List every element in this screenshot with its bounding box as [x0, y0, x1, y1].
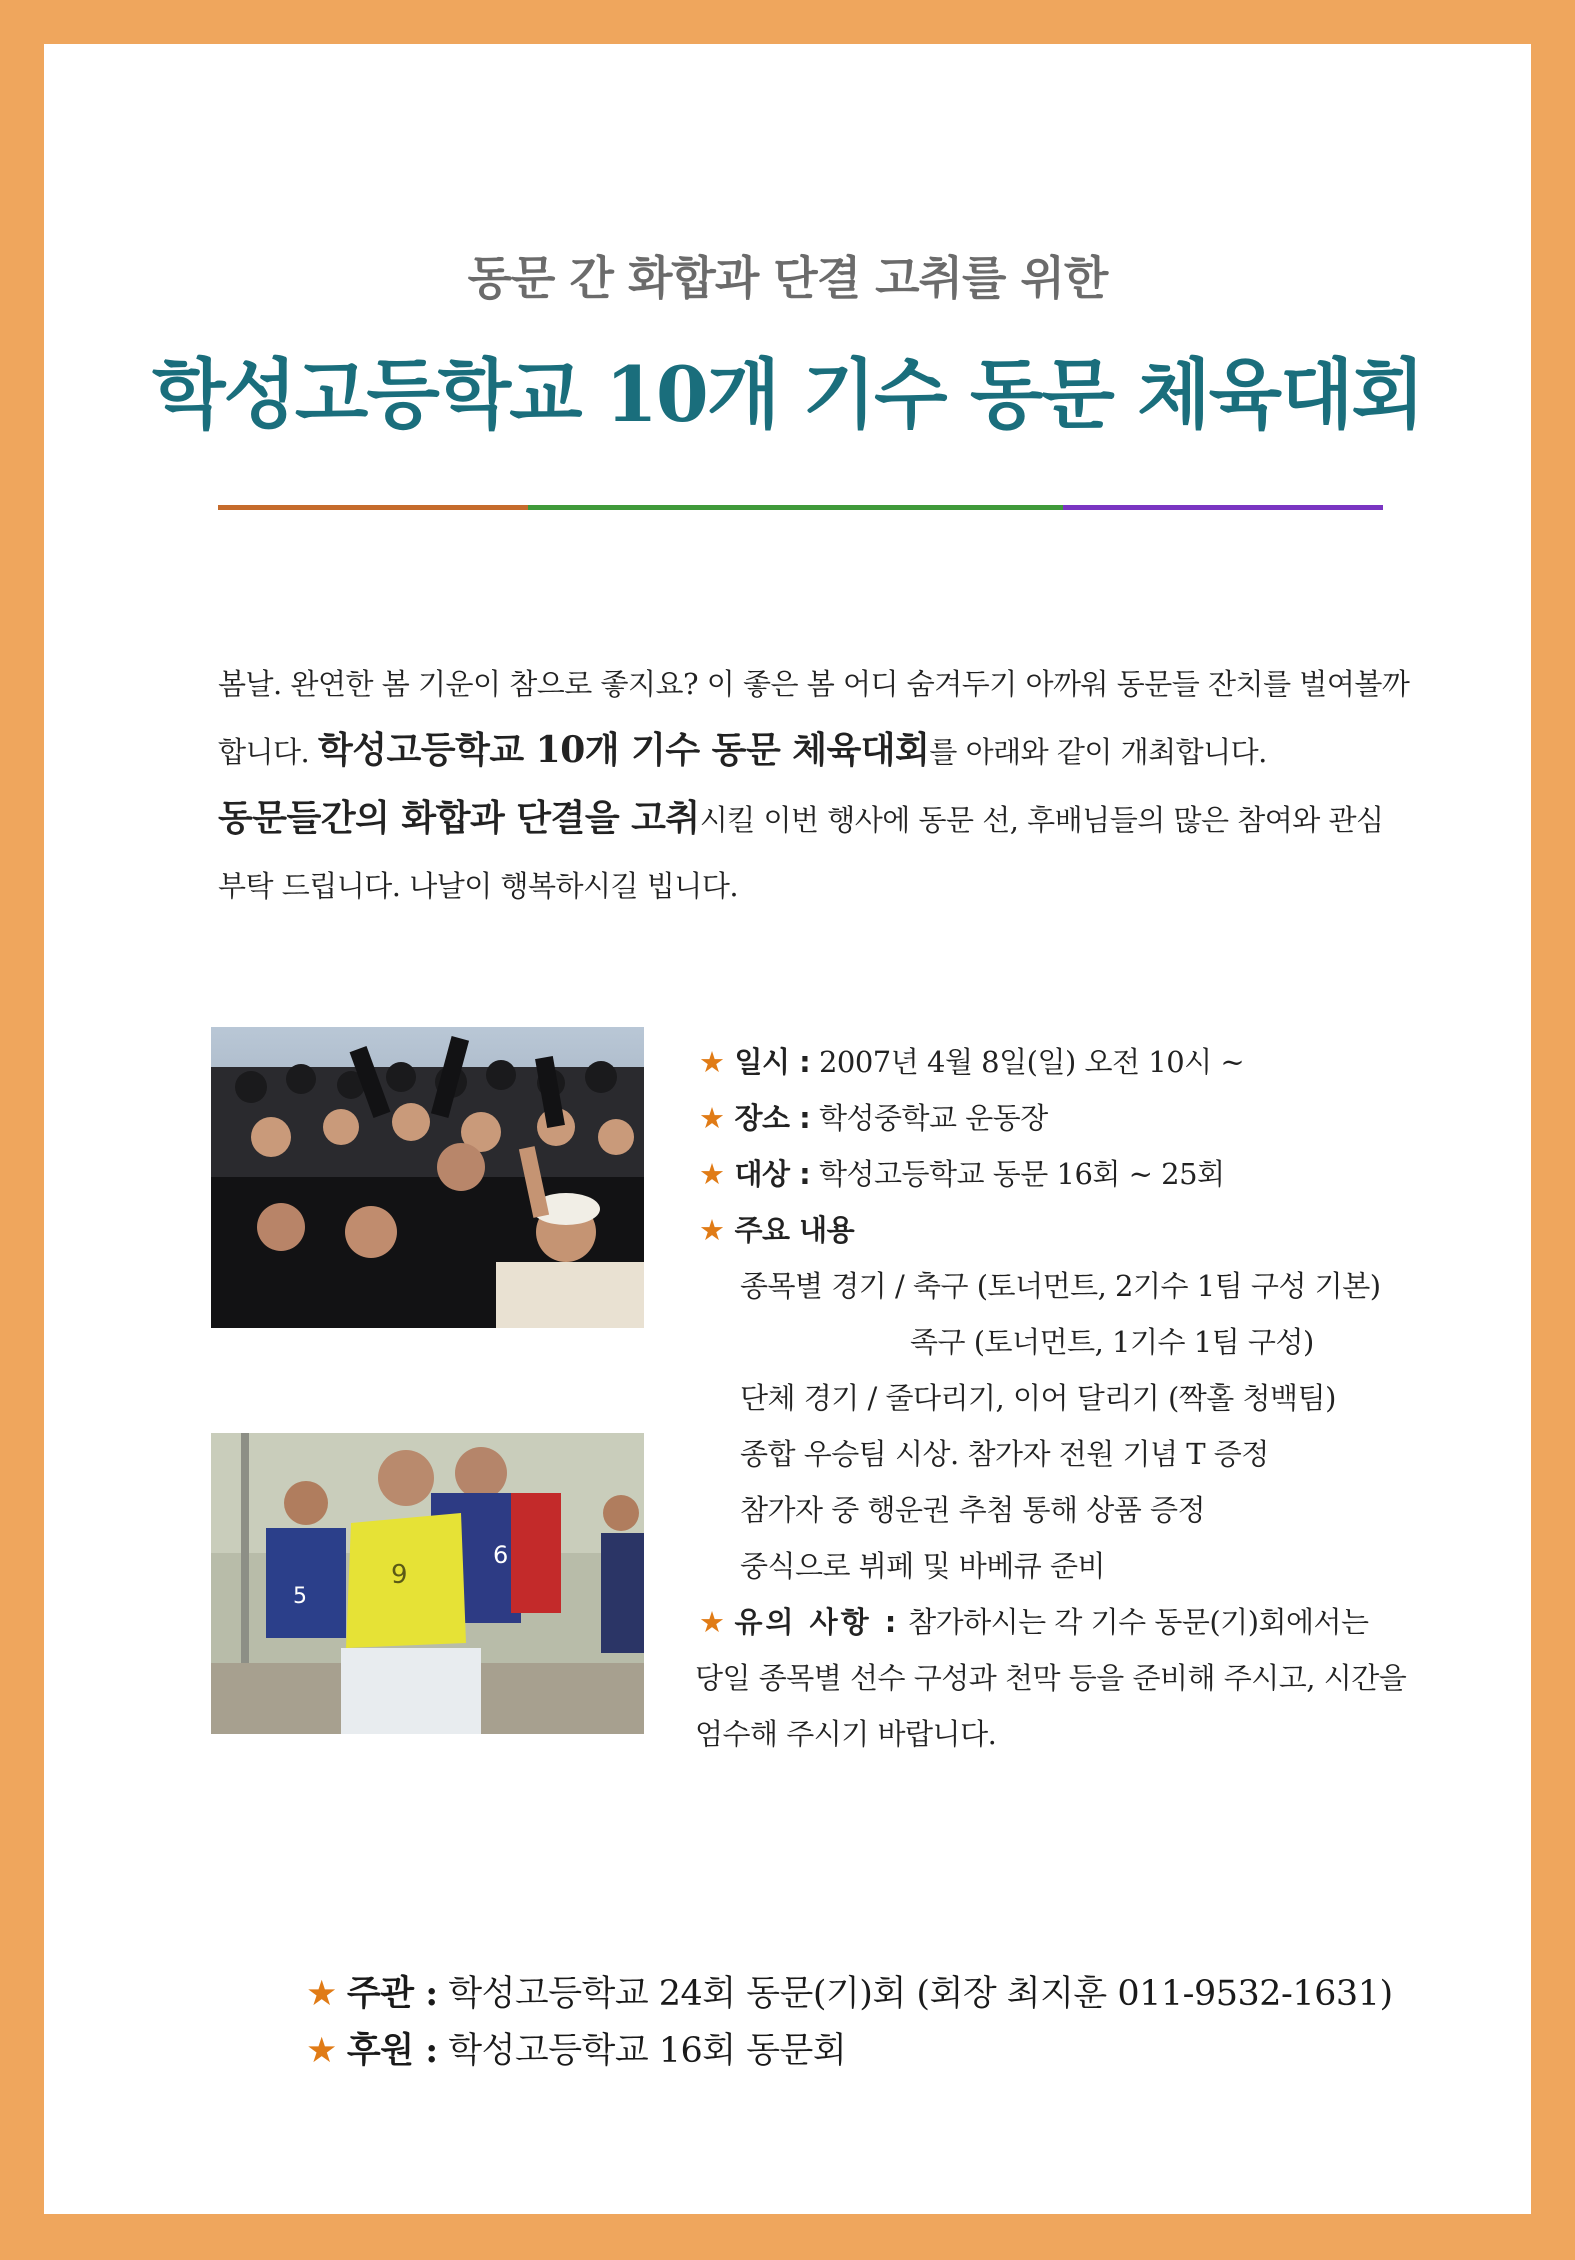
relay-race-photo [211, 1433, 644, 1734]
detail-notice-label: 유의 사항 : [734, 1605, 900, 1639]
intro-line-2 [218, 717, 1398, 785]
intro-line-2-start: 합니다. [218, 735, 318, 769]
intro-event-name: 학성고등학교 10개 기수 동문 체육대회 [317, 729, 930, 771]
footer-sponsor-value: 학성고등학교 16회 동문회 [448, 2031, 847, 2071]
detail-date [699, 1034, 1429, 1090]
detail-content-label: 주요 내용 [734, 1213, 855, 1247]
divider-segment-orange [218, 505, 528, 510]
cheering-crowd-photo [211, 1027, 644, 1328]
intro-line-4: 부탁 드립니다. 나날이 행복하시길 빕니다. [218, 869, 739, 903]
detail-place-label: 장소 : [734, 1101, 811, 1135]
divider-segment-purple [1063, 505, 1383, 510]
detail-place-value: 학성중학교 운동장 [818, 1101, 1048, 1135]
intro-paragraph [218, 651, 1410, 919]
content-line: 단체 경기 / 줄다리기, 이어 달리기 (짝홀 청백팀) [740, 1381, 1336, 1415]
footer-host [306, 1965, 1406, 2022]
star-icon: ★ [306, 2031, 337, 2071]
star-icon: ★ [699, 1605, 725, 1639]
content-line: 중식으로 뷔페 및 바베큐 준비 [740, 1549, 1106, 1583]
content-line: 종목별 경기 / 축구 (토너먼트, 2기수 1팀 구성 기본) [740, 1269, 1381, 1303]
page-title: 학성고등학교 10개 기수 동문 체육대회 [152, 350, 1423, 439]
detail-target-value: 학성고등학교 동문 16회 ~ 25회 [818, 1157, 1225, 1191]
detail-target-label: 대상 : [734, 1157, 811, 1191]
detail-date-label: 일시 : [734, 1045, 811, 1079]
content-line: 참가자 중 행운권 추첨 통해 상품 증정 [740, 1493, 1206, 1527]
tricolor-divider [218, 505, 1383, 510]
footer-host-value: 학성고등학교 24회 동문(기)회 (회장 최지훈 011-9532-1631) [448, 1974, 1393, 2014]
detail-notice [699, 1594, 1429, 1650]
divider-segment-green [528, 505, 1063, 510]
content-line: 족구 (토너먼트, 1기수 1팀 구성) [910, 1325, 1314, 1359]
poster [44, 44, 1531, 2214]
footer-host-label: 주관 : [346, 1973, 438, 2014]
notice-line-3: 엄수해 주시기 바랍니다. [695, 1717, 997, 1751]
detail-target [699, 1146, 1429, 1202]
star-icon: ★ [306, 1974, 337, 2014]
subtitle: 동문 간 화합과 단결 고취를 위한 [467, 251, 1108, 305]
notice-line-1: 참가하시는 각 기수 동문(기)회에서는 [908, 1605, 1369, 1639]
footer-sponsor-label: 후원 : [346, 2030, 438, 2071]
star-icon: ★ [699, 1101, 725, 1135]
intro-line-3-end: 시킬 이번 행사에 동문 선, 후배님들의 많은 참여와 관심 [699, 803, 1384, 837]
detail-place [699, 1090, 1429, 1146]
footer-sponsor [306, 2022, 1406, 2079]
svg-text:5: 5 [293, 1584, 307, 1609]
footer-credits [306, 1965, 1406, 2079]
detail-date-value: 2007년 4월 8일(일) 오전 10시 ~ [818, 1045, 1245, 1079]
intro-emphasis: 동문들간의 화합과 단결을 고취 [218, 797, 700, 839]
intro-line-1: 봄날. 완연한 봄 기운이 참으로 좋지요? 이 좋은 봄 어디 숨겨두기 아까워 동문들 잔치를 벌여볼까 [218, 667, 1410, 701]
star-icon: ★ [699, 1213, 725, 1247]
content-line: 종합 우승팀 시상. 참가자 전원 기념 T 증정 [740, 1437, 1269, 1471]
star-icon: ★ [699, 1157, 725, 1191]
intro-line-2-end: 를 아래와 같이 개최합니다. [929, 735, 1267, 769]
star-icon: ★ [699, 1045, 725, 1079]
notice-line-2: 당일 종목별 선수 구성과 천막 등을 준비해 주시고, 시간을 [695, 1661, 1407, 1695]
intro-line-3 [218, 785, 1398, 853]
event-details [695, 1034, 1429, 1762]
svg-text:9: 9 [391, 1560, 408, 1590]
detail-content [699, 1202, 1429, 1258]
svg-text:6: 6 [493, 1541, 509, 1569]
